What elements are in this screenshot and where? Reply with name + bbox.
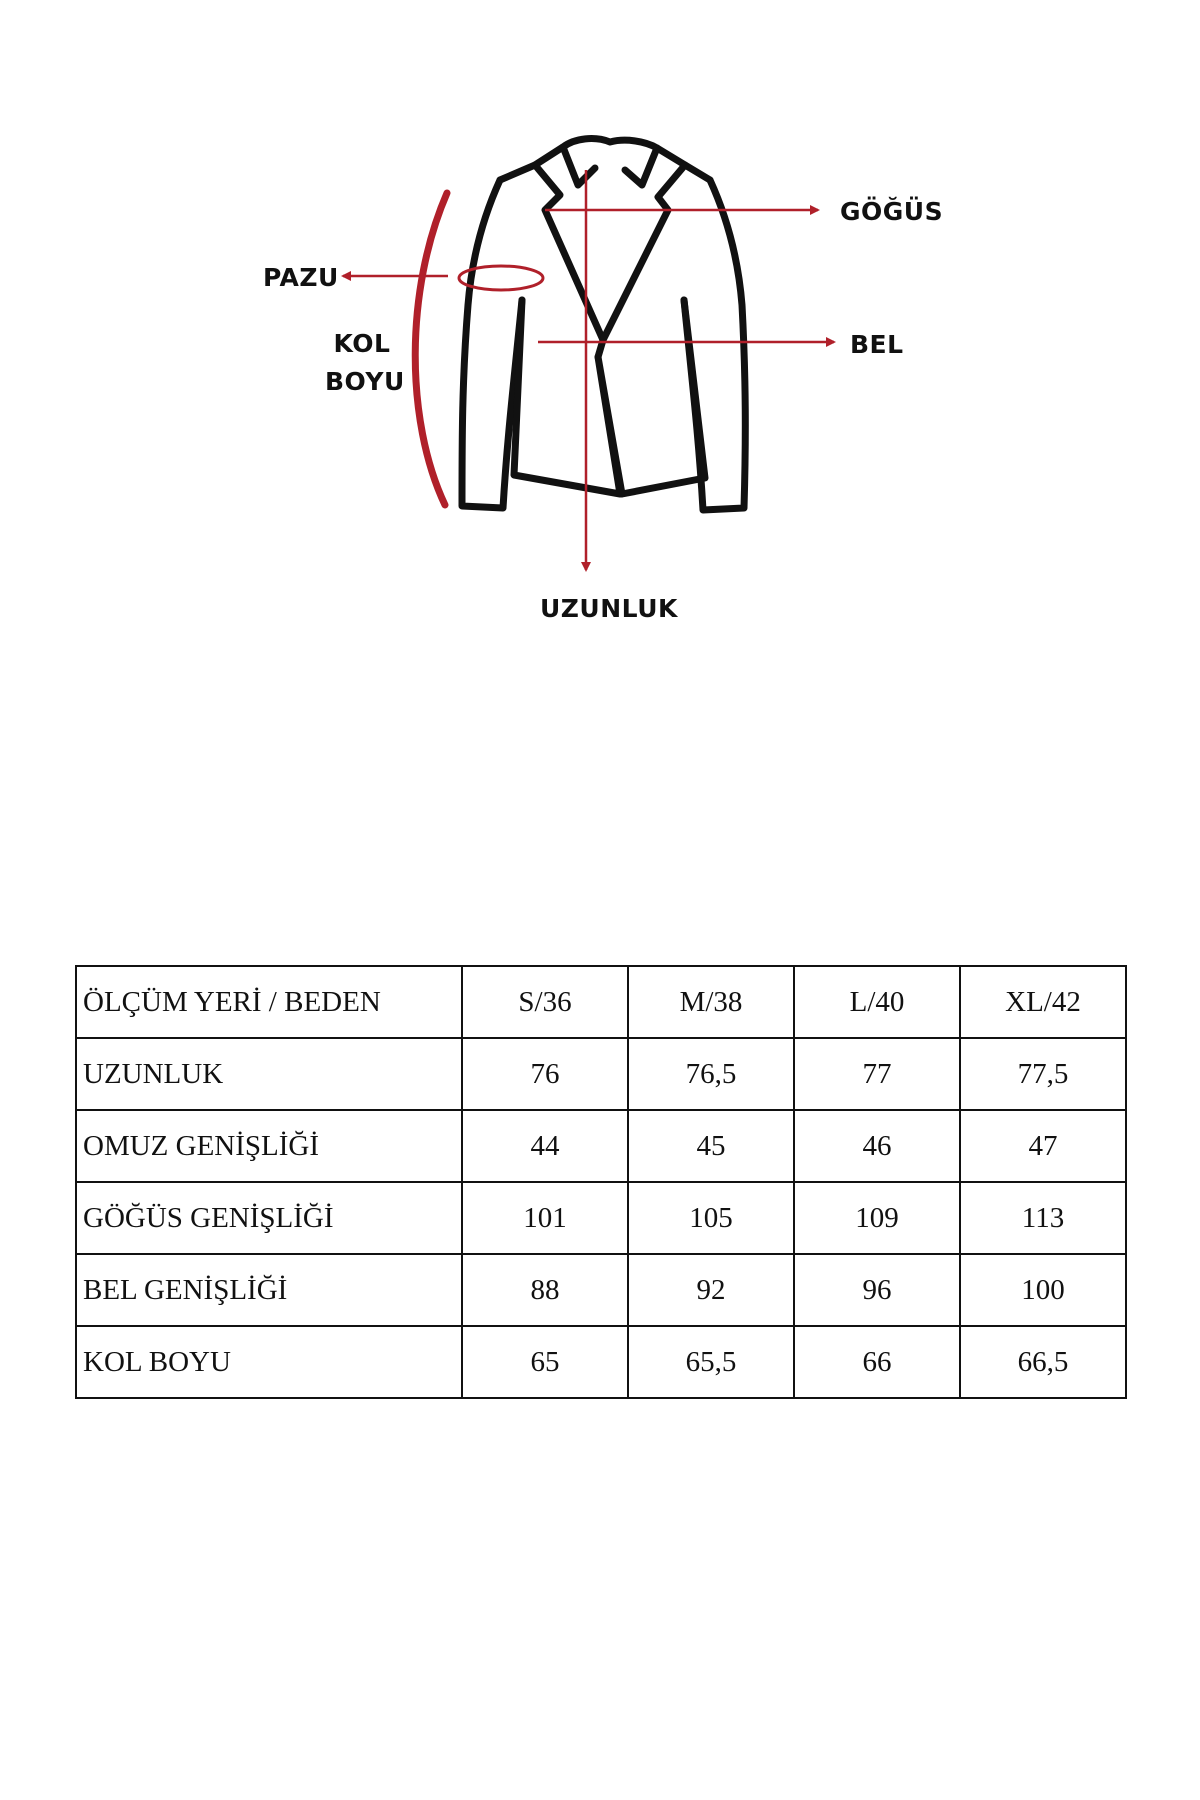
value-cell: 100: [960, 1254, 1126, 1326]
label-kol-line2: BOYU: [325, 367, 405, 396]
kol-boyu-arc: [415, 193, 447, 505]
value-cell: 77,5: [960, 1038, 1126, 1110]
header-size-cell: S/36: [462, 966, 628, 1038]
measurement-guides: [343, 170, 834, 570]
label-kol-line1: KOL: [333, 329, 391, 358]
right-sleeve: [684, 180, 745, 510]
size-chart-table: [75, 965, 1127, 1399]
header-label-cell: ÖLÇÜM YERİ / BEDEN: [76, 966, 462, 1038]
value-cell: 76,5: [628, 1038, 794, 1110]
value-cell: 66: [794, 1326, 960, 1398]
value-cell: 46: [794, 1110, 960, 1182]
table-row: [76, 1038, 1126, 1110]
table-row: [76, 1254, 1126, 1326]
row-label-cell: OMUZ GENİŞLİĞİ: [76, 1110, 462, 1182]
label-uzunluk: UZUNLUK: [540, 594, 678, 623]
value-cell: 105: [628, 1182, 794, 1254]
value-cell: 65,5: [628, 1326, 794, 1398]
value-cell: 92: [628, 1254, 794, 1326]
value-cell: 65: [462, 1326, 628, 1398]
value-cell: 44: [462, 1110, 628, 1182]
jacket-outline: [462, 139, 745, 510]
label-bel: BEL: [850, 330, 904, 359]
table-header-row: [76, 966, 1126, 1038]
value-cell: 109: [794, 1182, 960, 1254]
value-cell: 76: [462, 1038, 628, 1110]
right-lapel: [603, 165, 685, 340]
label-pazu: PAZU: [263, 263, 339, 292]
value-cell: 88: [462, 1254, 628, 1326]
value-cell: 45: [628, 1110, 794, 1182]
left-lapel: [535, 165, 603, 357]
label-kol-boyu: [325, 325, 405, 401]
table-row: [76, 1110, 1126, 1182]
row-label-cell: UZUNLUK: [76, 1038, 462, 1110]
header-size-cell: L/40: [794, 966, 960, 1038]
value-cell: 113: [960, 1182, 1126, 1254]
jacket-measurement-diagram: [0, 0, 1200, 700]
value-cell: 66,5: [960, 1326, 1126, 1398]
value-cell: 101: [462, 1182, 628, 1254]
row-label-cell: BEL GENİŞLİĞİ: [76, 1254, 462, 1326]
value-cell: 47: [960, 1110, 1126, 1182]
row-label-cell: GÖĞÜS GENİŞLİĞİ: [76, 1182, 462, 1254]
table-row: [76, 1326, 1126, 1398]
table-row: [76, 1182, 1126, 1254]
row-label-cell: KOL BOYU: [76, 1326, 462, 1398]
value-cell: 77: [794, 1038, 960, 1110]
header-size-cell: XL/42: [960, 966, 1126, 1038]
label-gogus: GÖĞÜS: [840, 197, 944, 226]
header-size-cell: M/38: [628, 966, 794, 1038]
value-cell: 96: [794, 1254, 960, 1326]
